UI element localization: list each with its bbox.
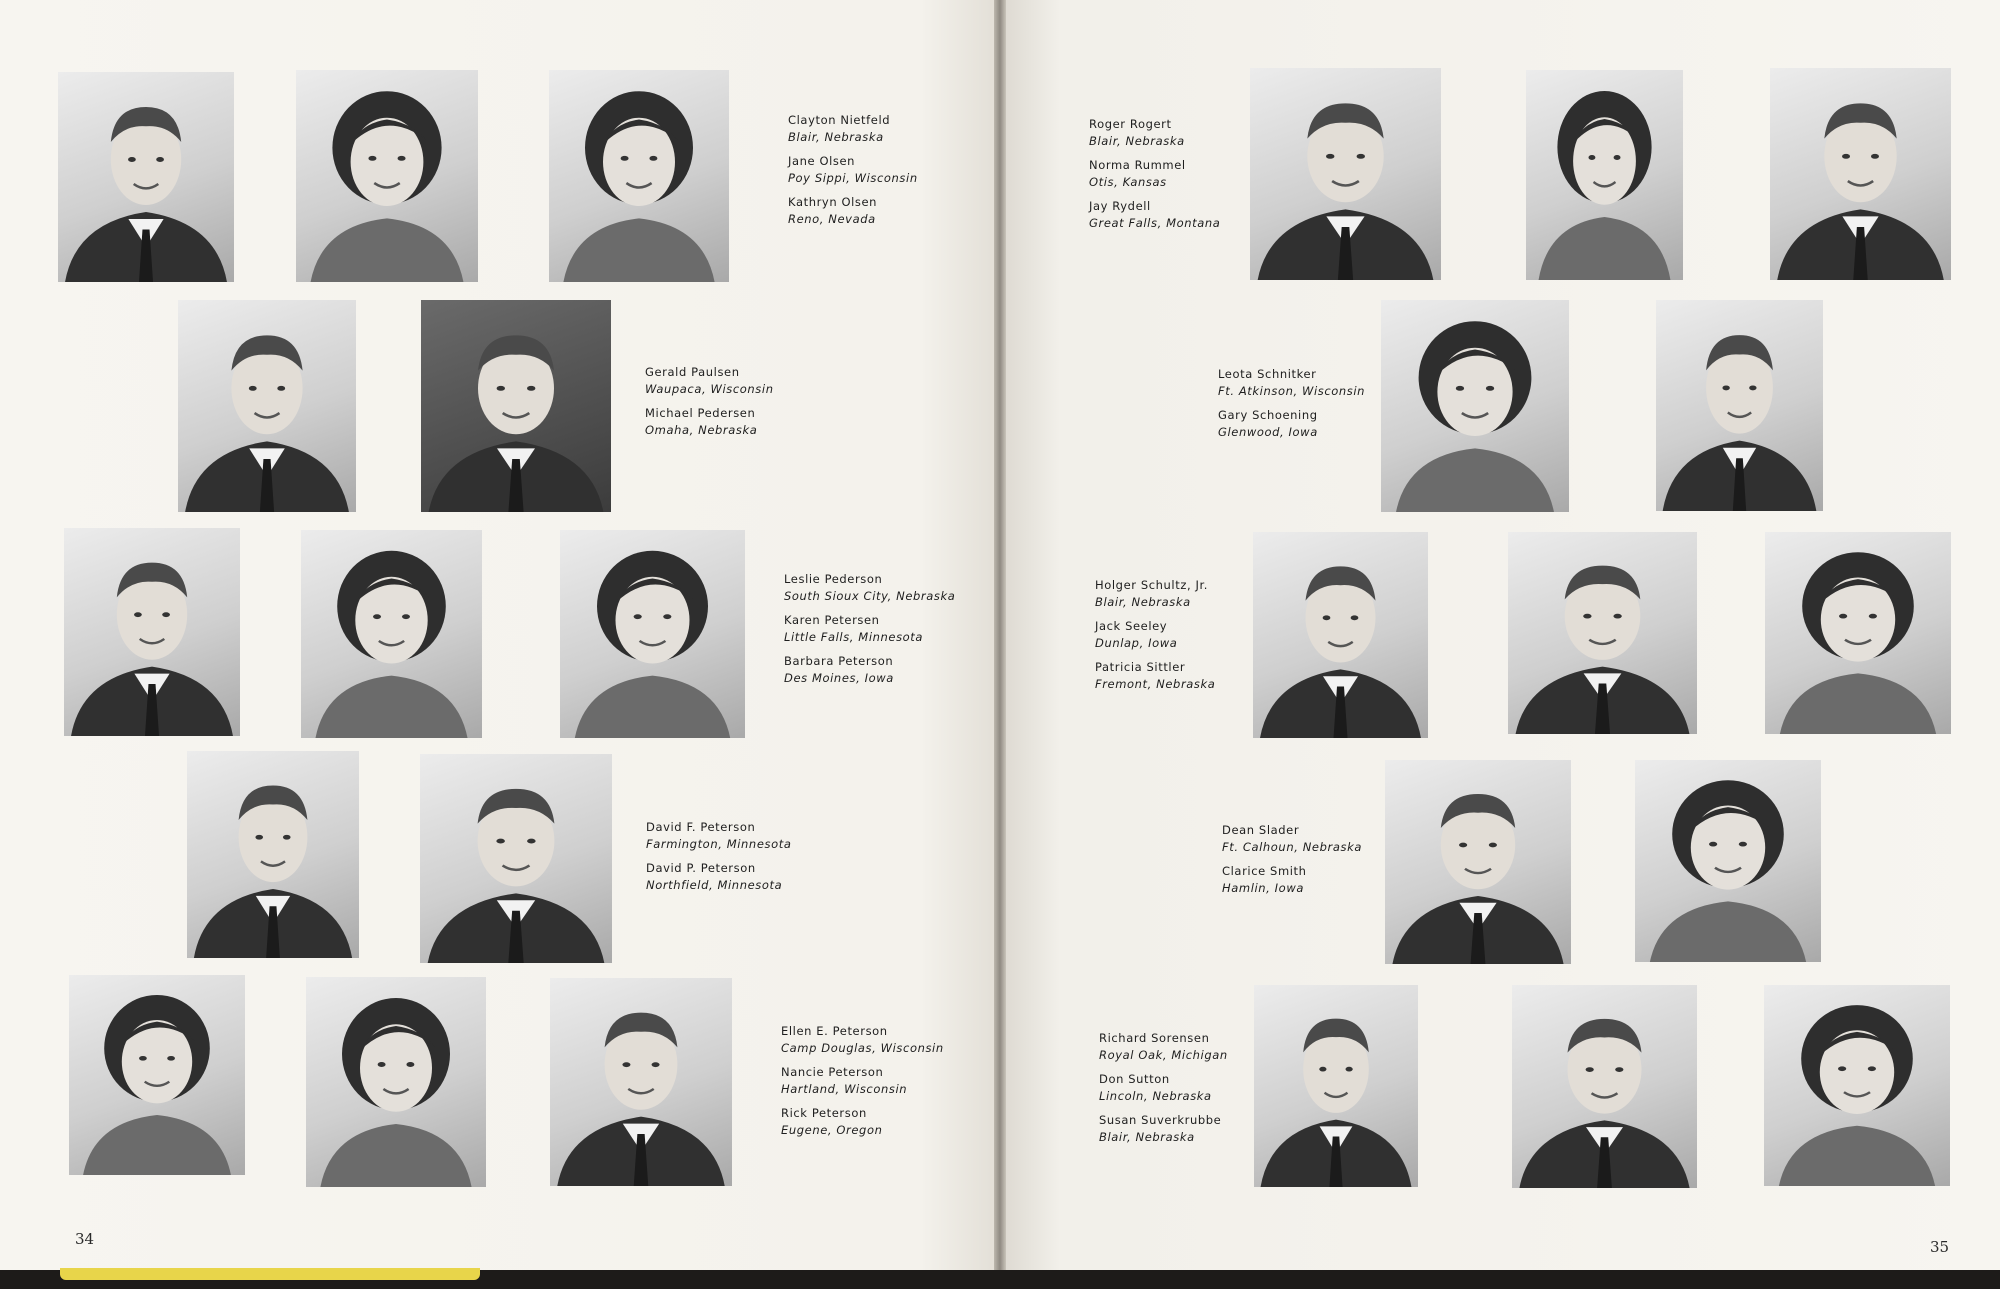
portrait-photo <box>58 72 234 282</box>
student-entry <box>784 653 955 687</box>
student-name: Rick Peterson <box>781 1106 867 1120</box>
student-name: Clarice Smith <box>1222 864 1307 878</box>
portrait-photo <box>1254 985 1418 1187</box>
portrait-silhouette <box>560 530 745 738</box>
student-hometown: Poy Sippi, Wisconsin <box>788 171 918 185</box>
student-name: Don Sutton <box>1099 1072 1170 1086</box>
portrait-silhouette <box>1381 300 1569 512</box>
portrait-silhouette <box>301 530 482 738</box>
portrait-silhouette <box>1526 70 1683 280</box>
portrait-photo <box>296 70 478 282</box>
student-entry <box>1222 863 1362 897</box>
portrait-photo <box>1526 70 1683 280</box>
student-hometown: Royal Oak, Michigan <box>1099 1048 1228 1062</box>
caption-group <box>1222 822 1362 904</box>
portrait-silhouette <box>1250 68 1441 280</box>
student-name: Holger Schultz, Jr. <box>1095 578 1209 592</box>
portrait-photo <box>1656 300 1823 511</box>
portrait-silhouette <box>306 977 486 1187</box>
page-number-right: 35 <box>1930 1238 1950 1256</box>
student-entry <box>1099 1030 1228 1064</box>
portrait-photo <box>1508 532 1697 734</box>
student-entry <box>1222 822 1362 856</box>
student-entry <box>1095 659 1215 693</box>
page-number-left: 34 <box>75 1230 95 1248</box>
student-name: Leslie Pederson <box>784 572 883 586</box>
student-entry <box>1089 198 1220 232</box>
student-entry <box>646 860 791 894</box>
student-hometown: Blair, Nebraska <box>1099 1130 1195 1144</box>
student-hometown: Northfield, Minnesota <box>646 878 783 892</box>
student-name: Kathryn Olsen <box>788 195 878 209</box>
student-name: Jane Olsen <box>788 154 856 168</box>
student-entry <box>1095 618 1215 652</box>
student-name: Jay Rydell <box>1089 199 1151 213</box>
student-name: Gary Schoening <box>1218 408 1318 422</box>
caption-group <box>1218 366 1365 448</box>
portrait-silhouette <box>1765 532 1951 734</box>
student-name: Roger Rogert <box>1089 117 1172 131</box>
student-entry <box>781 1064 944 1098</box>
student-entry <box>781 1105 944 1139</box>
caption-group <box>645 364 774 446</box>
portrait-photo <box>1635 760 1821 962</box>
student-hometown: Fremont, Nebraska <box>1095 677 1216 691</box>
caption-group <box>1099 1030 1228 1153</box>
student-name: Patricia Sittler <box>1095 660 1186 674</box>
portrait-photo <box>421 300 611 512</box>
portrait-silhouette <box>1635 760 1821 962</box>
student-name: Richard Sorensen <box>1099 1031 1210 1045</box>
student-name: Susan Suverkrubbe <box>1099 1113 1222 1127</box>
student-hometown: Ft. Atkinson, Wisconsin <box>1218 384 1366 398</box>
caption-group <box>1095 577 1215 700</box>
student-hometown: Blair, Nebraska <box>1089 134 1185 148</box>
student-entry <box>1089 157 1220 191</box>
student-name: David F. Peterson <box>646 820 756 834</box>
portrait-photo <box>1764 985 1950 1186</box>
caption-group <box>781 1023 944 1146</box>
student-entry <box>784 571 955 605</box>
portrait-silhouette <box>1254 985 1418 1187</box>
portrait-photo <box>64 528 240 736</box>
student-name: Gerald Paulsen <box>645 365 740 379</box>
student-hometown: Farmington, Minnesota <box>646 837 792 851</box>
portrait-silhouette <box>1508 532 1697 734</box>
student-entry <box>1099 1071 1228 1105</box>
portrait-silhouette <box>187 751 359 958</box>
portrait-photo <box>306 977 486 1187</box>
portrait-photo <box>550 978 732 1186</box>
student-entry <box>1095 577 1215 611</box>
portrait-silhouette <box>1385 760 1571 964</box>
student-hometown: Lincoln, Nebraska <box>1099 1089 1212 1103</box>
student-hometown: Waupaca, Wisconsin <box>645 382 774 396</box>
portrait-photo <box>69 975 245 1175</box>
student-hometown: Little Falls, Minnesota <box>784 630 924 644</box>
student-hometown: Otis, Kansas <box>1089 175 1167 189</box>
portrait-photo <box>1253 532 1428 738</box>
student-name: Barbara Peterson <box>784 654 894 668</box>
student-hometown: Blair, Nebraska <box>1095 595 1191 609</box>
student-name: Leota Schnitker <box>1218 367 1317 381</box>
student-hometown: Blair, Nebraska <box>788 130 884 144</box>
student-entry <box>784 612 955 646</box>
portrait-photo <box>420 754 612 963</box>
portrait-photo <box>1385 760 1571 964</box>
student-entry <box>1218 407 1365 441</box>
portrait-photo <box>549 70 729 282</box>
portrait-silhouette <box>550 978 732 1186</box>
student-hometown: Glenwood, Iowa <box>1218 425 1318 439</box>
student-entry <box>1099 1112 1228 1146</box>
student-name: Michael Pedersen <box>645 406 756 420</box>
portrait-photo <box>178 300 356 512</box>
student-name: Norma Rummel <box>1089 158 1186 172</box>
student-entry <box>645 364 774 398</box>
student-name: Jack Seeley <box>1095 619 1168 633</box>
student-hometown: Omaha, Nebraska <box>645 423 758 437</box>
caption-group <box>784 571 955 694</box>
student-entry <box>1218 366 1365 400</box>
portrait-silhouette <box>1512 985 1697 1188</box>
portrait-photo <box>1512 985 1697 1188</box>
student-entry <box>1089 116 1220 150</box>
yellow-page-tab <box>60 1268 480 1280</box>
portrait-silhouette <box>64 528 240 736</box>
student-name: Nancie Peterson <box>781 1065 884 1079</box>
student-name: David P. Peterson <box>646 861 756 875</box>
portrait-silhouette <box>296 70 478 282</box>
book-spine <box>994 0 1006 1289</box>
student-hometown: Hartland, Wisconsin <box>781 1082 908 1096</box>
portrait-photo <box>1765 532 1951 734</box>
student-hometown: Dunlap, Iowa <box>1095 636 1178 650</box>
student-entry <box>645 405 774 439</box>
student-hometown: Des Moines, Iowa <box>784 671 894 685</box>
portrait-silhouette <box>178 300 356 512</box>
portrait-silhouette <box>549 70 729 282</box>
portrait-photo <box>1770 68 1951 280</box>
student-entry <box>781 1023 944 1057</box>
student-hometown: Great Falls, Montana <box>1089 216 1221 230</box>
portrait-photo <box>187 751 359 958</box>
portrait-silhouette <box>1253 532 1428 738</box>
student-name: Dean Slader <box>1222 823 1300 837</box>
student-entry <box>788 194 918 228</box>
caption-group <box>788 112 918 235</box>
student-hometown: Reno, Nevada <box>788 212 876 226</box>
portrait-silhouette <box>1656 300 1823 511</box>
portrait-silhouette <box>69 975 245 1175</box>
portrait-silhouette <box>420 754 612 963</box>
student-entry <box>788 112 918 146</box>
caption-group <box>646 819 791 901</box>
portrait-photo <box>560 530 745 738</box>
student-hometown: Eugene, Oregon <box>781 1123 883 1137</box>
student-hometown: Ft. Calhoun, Nebraska <box>1222 840 1362 854</box>
portrait-photo <box>301 530 482 738</box>
student-entry <box>788 153 918 187</box>
student-hometown: South Sioux City, Nebraska <box>784 589 956 603</box>
student-entry <box>646 819 791 853</box>
portrait-silhouette <box>1770 68 1951 280</box>
student-hometown: Hamlin, Iowa <box>1222 881 1304 895</box>
caption-group <box>1089 116 1220 239</box>
portrait-silhouette <box>1764 985 1950 1186</box>
portrait-photo <box>1250 68 1441 280</box>
student-hometown: Camp Douglas, Wisconsin <box>781 1041 944 1055</box>
student-name: Karen Petersen <box>784 613 880 627</box>
student-name: Clayton Nietfeld <box>788 113 891 127</box>
portrait-photo <box>1381 300 1569 512</box>
student-name: Ellen E. Peterson <box>781 1024 888 1038</box>
portrait-silhouette <box>421 300 611 512</box>
portrait-silhouette <box>58 72 234 282</box>
